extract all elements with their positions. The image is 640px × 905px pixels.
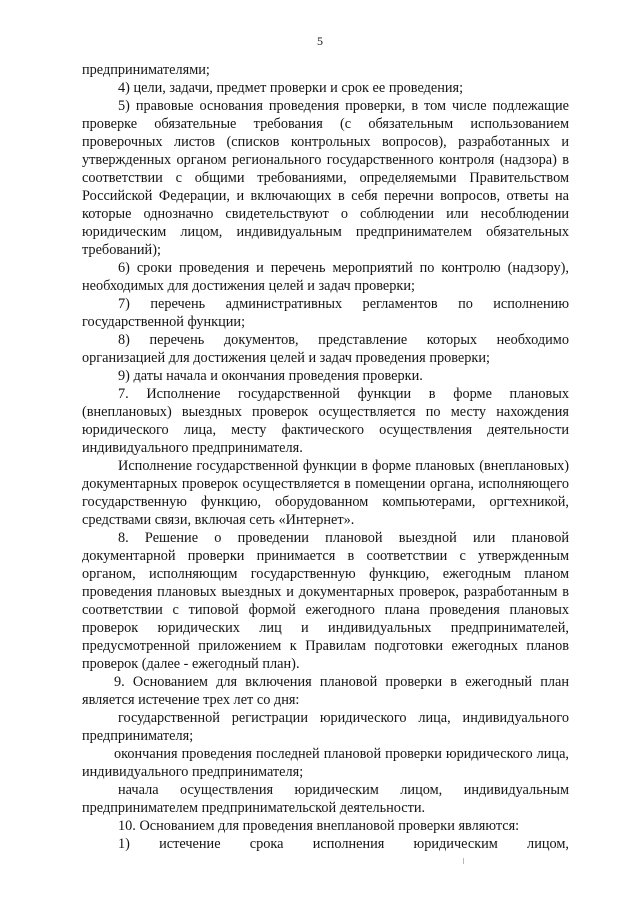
clause-9: 9. Основанием для включения плановой проверки в ежегодный план является истечение трех лет со дня:: [82, 674, 569, 708]
list-item-6: 6) сроки проведения и перечень мероприятий по контролю (надзору), необходимых для достижения целей и задач проверки;: [82, 260, 569, 294]
list-item-9: 9) даты начала и окончания проведения проверки.: [118, 368, 423, 384]
clause-9-item-activity-start: начала осуществления юридическим лицом, индивидуальным предпринимателем предпринимательской деятельности.: [82, 782, 569, 816]
clause-7-paragraph-2: Исполнение государственной функции в форме плановых (внеплановых) документарных проверок осуществляется в помещении органа, исполняющего государственную функцию, оборудованном компьютерами, оргтехникой, средствами связи, включая сеть «Интернет».: [82, 458, 569, 528]
clause-9-item-last-inspection: окончания проведения последней плановой проверки юридического лица, индивидуального предпринимателя;: [82, 746, 569, 780]
clause-8: 8. Решение о проведении плановой выездной или плановой документарной проверки принимается в соответствии с утвержденным органом, исполняющим государственную функцию, ежегодным планом проведения плановых выездных и документарных проверок, разработанным в соответствии с типовой формой ежегодного плана проведения плановых проверок юридических лиц и индивидуальных предпринимателей, предусмотренной приложением к Правилам подготовки ежегодных планов проверок (далее - ежегодный план).: [82, 530, 569, 672]
scan-mark: [463, 858, 464, 864]
clause-10-item-1: 1) истечение срока исполнения юридическим лицом,: [118, 836, 569, 852]
paragraph-continuation: предпринимателями;: [82, 62, 210, 78]
clause-10: 10. Основанием для проведения внеплановой проверки являются:: [118, 818, 520, 834]
clause-9-item-registration: государственной регистрации юридического лица, индивидуального предпринимателя;: [82, 710, 569, 744]
document-body: [82, 61, 569, 853]
list-item-7: 7) перечень административных регламентов по исполнению государственной функции;: [82, 296, 569, 330]
clause-7: 7. Исполнение государственной функции в форме плановых (внеплановых) выездных проверок осуществляется по месту нахождения юридического лица, месту фактического осуществления деятельности индивидуального предпринимателя.: [82, 386, 569, 456]
page-number: 5: [317, 34, 323, 48]
list-item-4: 4) цели, задачи, предмет проверки и срок ее проведения;: [118, 80, 464, 96]
list-item-5: 5) правовые основания проведения проверки, в том числе подлежащие проверке обязательные требования (с обязательным использованием проверочных листов (списков контрольных вопросов), разработанных и утвержденных органом регионального государственного контроля (надзора) в соответствии с общими требованиями, определяемыми Правительством Российской Федерации, и включающих в себя перечни вопросов, ответы на которые однозначно свидетельствуют о соблюдении или несоблюдении юридическим лицом, индивидуальным предпринимателем обязательных требований);: [82, 98, 569, 258]
list-item-8: 8) перечень документов, представление которых необходимо организацией для достижения целей и задач проведения проверки;: [82, 332, 569, 366]
